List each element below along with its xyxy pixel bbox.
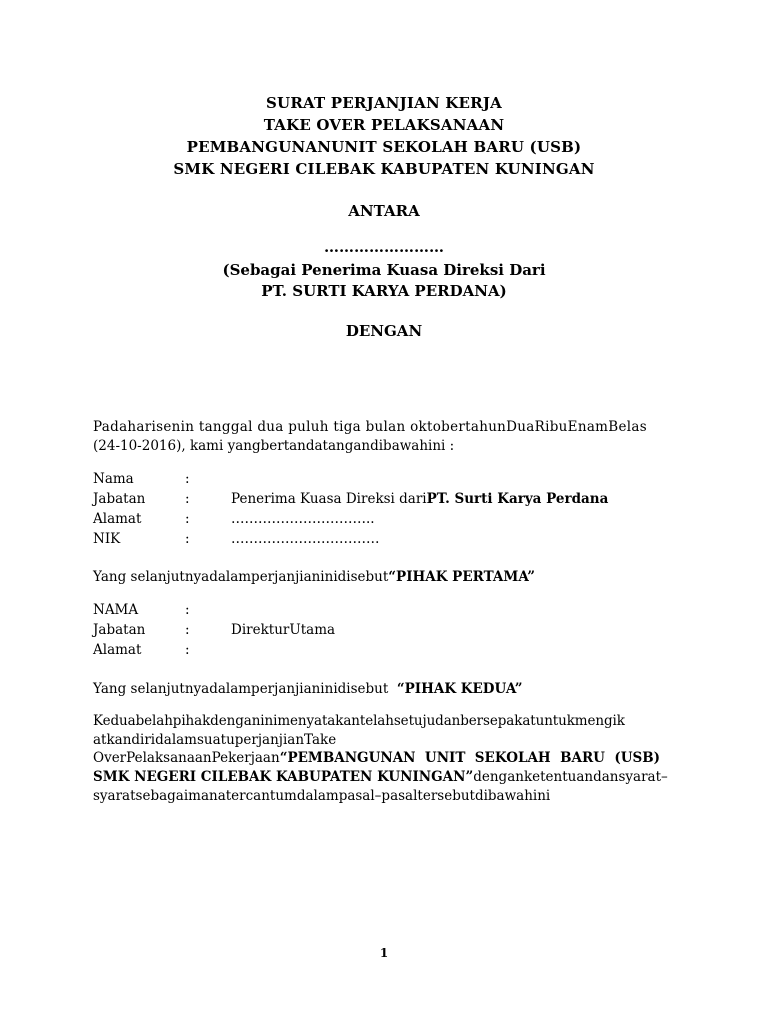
row-colon: :: [185, 622, 190, 638]
row-value: [231, 600, 691, 620]
pihak1-row-nik: [93, 529, 691, 549]
closing-line-4-text: denganketentuandansyarat–: [473, 769, 668, 785]
pihak2-identity-table: [93, 600, 691, 660]
closing-line-3-text: OverPelaksanaanPekerjaan: [93, 750, 280, 766]
row-value: [231, 489, 691, 509]
closing-line-3: [93, 749, 705, 768]
pihak1-row-jabatan: [93, 489, 691, 509]
row-label: Alamat: [93, 642, 142, 658]
pihak1-row-nama: [93, 469, 691, 489]
dengan-heading: DENGAN: [345, 322, 423, 340]
pihak1-caption-text: Yang selanjutnyadalamperjanjianinidisebut: [93, 569, 389, 585]
row-label: Nama: [93, 471, 134, 487]
pihak1-caption-bold: “PIHAK PERTAMA”: [388, 569, 535, 585]
row-label: Jabatan: [93, 622, 146, 638]
page-number: 1: [379, 946, 389, 960]
row-value: [231, 469, 691, 489]
row-value: [231, 640, 691, 660]
party1-dots: ……………………: [324, 238, 444, 256]
closing-line-3-bold: “PEMBANGUNAN UNIT SEKOLAH BARU (USB): [279, 750, 661, 766]
row-colon: :: [185, 511, 190, 527]
closing-line-5: syaratsebagaimanatercantumdalampasal–pasaltersebutdibawahini: [93, 788, 551, 804]
pihak2-caption-text: Yang selanjutnyadalamperjanjianinidisebut: [93, 681, 397, 697]
row-value: …………………………..: [231, 511, 375, 527]
row-value-text: Penerima Kuasa Direksi dari: [231, 491, 427, 507]
row-label: Alamat: [93, 511, 142, 527]
row-colon: :: [185, 471, 190, 487]
row-colon: :: [185, 602, 190, 618]
pihak2-caption: [93, 680, 705, 699]
closing-line-2: atkandiridalamsuatuperjanjianTake: [93, 732, 337, 748]
row-label: NAMA: [93, 602, 139, 618]
row-colon: :: [185, 531, 190, 547]
title-line-1: SURAT PERJANJIAN KERJA: [266, 94, 502, 112]
row-colon: :: [185, 642, 190, 658]
closing-line-1: Keduabelahpihakdenganinimenyatakantelahsetujudanbersepakatuntukmengik: [93, 713, 625, 729]
title-line-2: TAKE OVER PELAKSANAAN: [263, 116, 505, 134]
intro-line-1: Padaharisenin tanggal dua puluh tiga bulan oktobertahunDuaRibuEnamBelas: [93, 419, 647, 435]
pihak1-identity-table: [93, 469, 691, 549]
title-line-3: PEMBANGUNANUNIT SEKOLAH BARU (USB): [186, 138, 582, 156]
pihak1-caption: [93, 568, 705, 587]
intro-line-2: (24-10-2016), kami yangbertandatangandibawahini :: [93, 438, 455, 454]
row-label: NIK: [93, 531, 121, 547]
antara-heading: ANTARA: [348, 202, 420, 220]
row-value: ……………………………: [231, 531, 380, 547]
pihak2-row-nama: [93, 600, 691, 620]
row-value-bold: PT. Surti Karya Perdana: [426, 491, 609, 507]
party1-line-2: PT. SURTI KARYA PERDANA): [261, 282, 507, 300]
closing-line-4: [93, 768, 705, 787]
row-value: DirekturUtama: [231, 622, 336, 638]
pihak2-row-jabatan: [93, 620, 691, 640]
closing-line-4-bold: SMK NEGERI CILEBAK KABUPATEN KUNINGAN”: [93, 769, 474, 785]
pihak1-row-alamat: [93, 509, 691, 529]
title-line-4: SMK NEGERI CILEBAK KABUPATEN KUNINGAN: [173, 160, 595, 178]
row-colon: :: [185, 491, 190, 507]
document-title: [0, 92, 768, 180]
party1-line-1: (Sebagai Penerima Kuasa Direksi Dari: [222, 261, 546, 279]
pihak2-row-alamat: [93, 640, 691, 660]
row-label: Jabatan: [93, 491, 146, 507]
pihak2-caption-bold: “PIHAK KEDUA”: [396, 681, 523, 697]
